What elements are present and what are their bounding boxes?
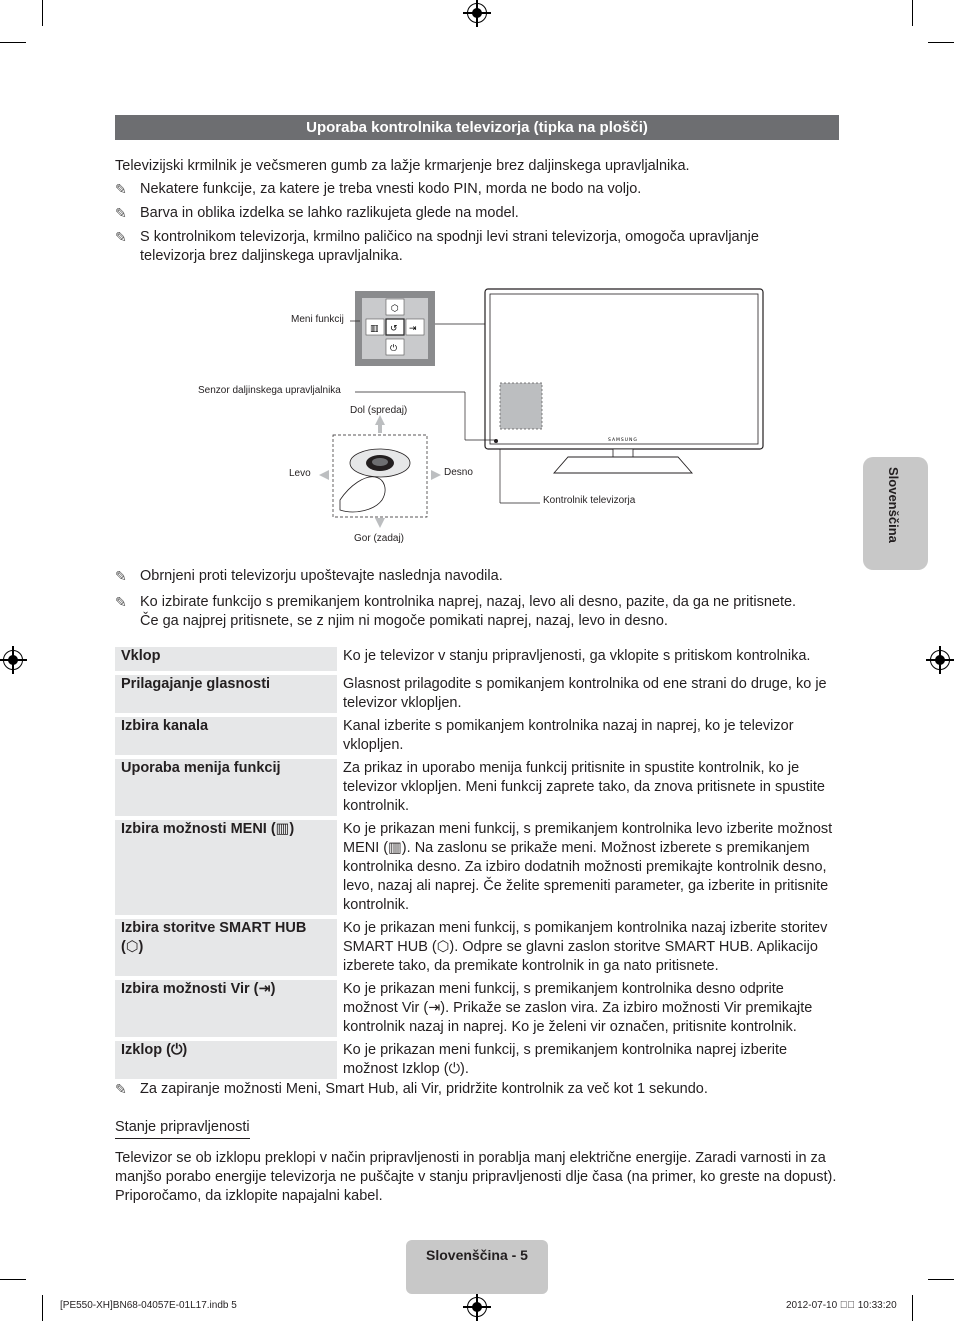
svg-text:⏻: ⏻ [390,344,398,354]
crop-mark [42,1295,43,1321]
table-row: Izbira možnosti Vir (⇥) Ko je prikazan meni funkcij, s premikanjem kontrolnika desno odprite možnost Vir (⇥). Prikaže se zaslon vira. Za izbiro možnosti Vir premikajte kontrolnik nazaj in naprej. Ko je želeni vir označen, pritisnite kontrolnik. [115,980,839,1037]
page-number: Slovenščina - 5 [406,1240,548,1294]
table-row: Izbira možnosti MENI (▥) Ko je prikazan meni funkcij, s premikanjem kontrolnika levo izberite možnost MENI (▥). Na zaslonu se prikaže meni. Možnost izberete s premikanjem kontrolnika desno. Za izbiro dodatnih možnosti premikajte kontrolnik desno, levo, nazaj ali naprej. Če želite spremeniti parameter, ga izberite in pritisnite kontrolnik. [115,820,839,915]
registration-mark-icon [930,650,950,670]
note-text: Ko izbirate funkcijo s premikanjem kontrolnika naprej, nazaj, levo ali desno, pazite, da ga ne pritisnete. [140,594,797,610]
table-row: Izbira kanala Kanal izberite s pomikanjem kontrolnika nazaj in naprej, ko je televizor vklopljen. [115,717,839,755]
crop-mark [928,1279,954,1280]
registration-mark-icon [467,1297,487,1317]
standby-heading: Stanje pripravljenosti [115,1118,250,1139]
svg-text:⇥: ⇥ [409,324,417,334]
svg-text:SAMSUNG: SAMSUNG [608,438,638,443]
note-icon: ✎ [115,205,127,221]
label-meni-funkcij: Meni funkcij [291,314,344,325]
table-row: Prilagajanje glasnosti Glasnost prilagodite s pomikanjem kontrolnika od ene strani do druge, ko je televizor vklopljen. [115,675,839,713]
note-icon: ✎ [115,181,127,197]
intro-text: Televizijski krmilnik je večsmeren gumb za lažje krmarjenje brez daljinskega upravljalnika. [115,158,690,174]
note-text: Obrnjeni proti televizorju upoštevajte naslednja navodila. [140,568,503,584]
note-icon: ✎ [115,1081,127,1097]
label-desno: Desno [444,467,473,478]
footer-file: [PE550-XH]BN68-04057E-01L17.indb 5 [60,1300,237,1311]
registration-mark-icon [3,650,23,670]
note-text: Za zapiranje možnosti Meni, Smart Hub, ali Vir, pridržite kontrolnik za več kot 1 sekundo. [140,1081,708,1097]
svg-text:⬡: ⬡ [391,304,399,314]
note-text: S kontrolnikom televizorja, krmilno paličico na spodnji levi strani televizorja, omogoča upravljanje [140,229,759,245]
crop-mark [0,42,26,43]
registration-mark-icon [467,3,487,23]
table-row: Uporaba menija funkcij Za prikaz in uporabo menija funkcij pritisnite in spustite kontrolnik, ko je televizor vklopljen. Meni funkcij zaprete tako, da znova pritisnete in spustite kontrolnik. [115,759,839,816]
svg-text:▥: ▥ [370,324,379,334]
crop-mark [42,0,43,26]
table-row: Izklop (⏻) Ko je prikazan meni funkcij, s premikanjem kontrolnika naprej izberite možnost Izklop (⏻). [115,1041,839,1079]
standby-text: Televizor se ob izklopu preklopi v način pripravljenosti in porablja manj električne energije. Zaradi varnosti in za manjšo porabo energije televizorja ne puščajte v stanju pripravljenosti dlje časa (na primer, ko greste na dopust). Priporočamo, da izklopite napajalni kabel. [115,1150,837,1204]
tv-controller-diagram [190,285,780,550]
label-dol: Dol (spredaj) [350,405,408,416]
label-kontrolnik: Kontrolnik televizorja [543,495,636,506]
note-text: Nekatere funkcije, za katere je treba vnesti kodo PIN, morda ne bodo na voljo. [140,181,642,197]
table-row: Vklop Ko je televizor v stanju pripravljenosti, ga vklopite s pritiskom kontrolnika. [115,647,839,671]
note-icon: ✎ [115,568,127,584]
crop-mark [0,1279,26,1280]
footer-date: 2012-07-10 ￿￿ 10:33:20 [786,1300,897,1311]
note-text: televizorja brez daljinskega upravljalnika. [140,248,403,264]
crop-mark [912,1295,913,1321]
table-row: Izbira storitve SMART HUB (⬡) Ko je prikazan meni funkcij, s pomikanjem kontrolnika nazaj izberite storitev SMART HUB (⬡). Odpre se glavni zaslon storitve SMART HUB. Aplikacijo izberete tako, da premikate kontrolnik in ga nato pritisnete. [115,919,839,976]
language-tab: Slovenščina [863,457,928,570]
label-gor: Gor (zadaj) [354,533,405,544]
crop-mark [928,42,954,43]
label-levo: Levo [289,468,311,479]
note-text: Če ga najprej pritisnete, se z njim ni mogoče pomikati naprej, nazaj, levo in desno. [140,613,668,629]
function-table [115,643,839,1083]
note-icon: ✎ [115,229,127,245]
label-senzor: Senzor daljinskega upravljalnika [198,385,341,396]
crop-mark [912,0,913,26]
note-text: Barva in oblika izdelka se lahko razlikujeta glede na model. [140,205,519,221]
section-title: Uporaba kontrolnika televizorja (tipka na plošči) [115,115,839,140]
svg-text:↺: ↺ [390,324,398,334]
note-icon: ✎ [115,594,127,610]
